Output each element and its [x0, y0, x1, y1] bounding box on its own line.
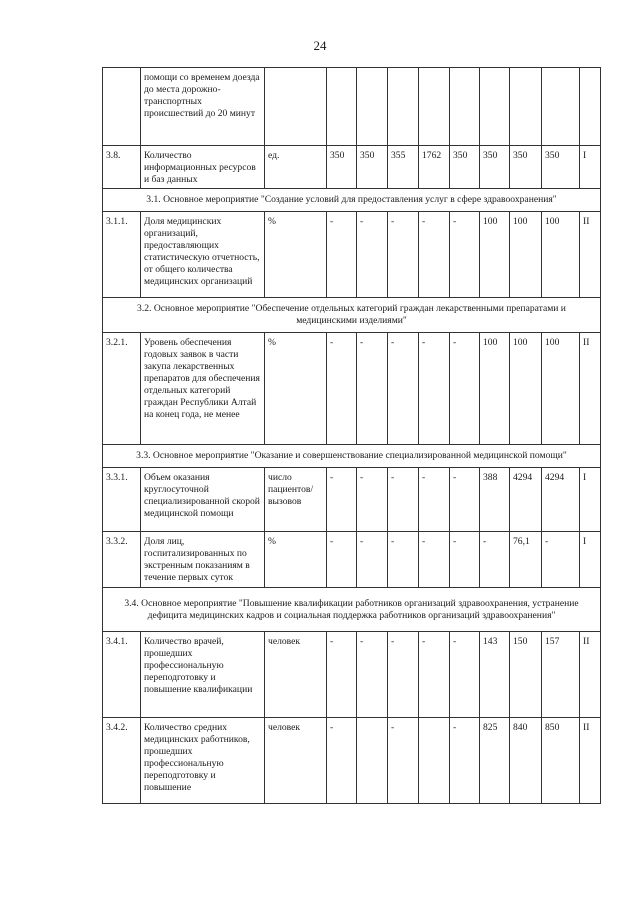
- indicator-name: Объем оказания круглосуточной специализированной скорой медицинской помощи: [141, 468, 265, 532]
- indicator-value: 850: [542, 718, 580, 804]
- table-row: [103, 468, 601, 532]
- indicator-value: 825: [480, 718, 510, 804]
- indicator-number: 3.8.: [103, 146, 141, 189]
- indicator-value: -: [450, 468, 480, 532]
- indicator-value: 100: [542, 333, 580, 445]
- indicator-value: -: [327, 333, 357, 445]
- indicator-value: 100: [480, 333, 510, 445]
- indicator-unit: %: [265, 212, 327, 298]
- indicator-value: -: [357, 532, 388, 588]
- indicator-value: -: [388, 632, 419, 718]
- indicator-value: -: [542, 532, 580, 588]
- indicator-value: -: [327, 718, 357, 804]
- indicator-value: -: [419, 632, 450, 718]
- indicator-unit: человек: [265, 718, 327, 804]
- section-title: 3.2. Основное мероприятие "Обеспечение отдельных категорий граждан лекарственными препаратами и медицинскими изделиями": [103, 298, 601, 333]
- indicator-value: -: [357, 333, 388, 445]
- indicator-value: 150: [510, 632, 542, 718]
- indicator-value: -: [357, 632, 388, 718]
- indicator-value: -: [357, 212, 388, 298]
- indicator-value: 355: [388, 146, 419, 189]
- indicator-value: -: [327, 632, 357, 718]
- indicator-value: -: [419, 333, 450, 445]
- table-row: [103, 212, 601, 298]
- indicator-value: [327, 68, 357, 146]
- indicator-value: -: [419, 532, 450, 588]
- indicator-value: 157: [542, 632, 580, 718]
- indicator-value: 350: [327, 146, 357, 189]
- indicator-value: 100: [510, 212, 542, 298]
- indicator-value: -: [327, 212, 357, 298]
- indicator-unit: [265, 68, 327, 146]
- indicator-value: [542, 68, 580, 146]
- indicator-value: 4294: [542, 468, 580, 532]
- indicators-table: [102, 67, 601, 804]
- indicator-value: 143: [480, 632, 510, 718]
- indicator-value: [419, 68, 450, 146]
- indicator-value: -: [357, 468, 388, 532]
- indicator-value: 350: [542, 146, 580, 189]
- table-row: [103, 68, 601, 146]
- indicator-unit: %: [265, 333, 327, 445]
- indicator-value: -: [450, 718, 480, 804]
- indicator-value: [388, 68, 419, 146]
- section-row: [103, 445, 601, 468]
- indicator-value: 350: [357, 146, 388, 189]
- indicator-level: II: [580, 212, 601, 298]
- indicator-value: 388: [480, 468, 510, 532]
- indicator-value: 1762: [419, 146, 450, 189]
- indicator-unit: ед.: [265, 146, 327, 189]
- section-title: 3.4. Основное мероприятие "Повышение квалификации работников организаций здравоохранения, устранение дефицита медицинских кадров и социальная поддержка работников организаций здравоохранения": [103, 588, 601, 632]
- section-title: 3.3. Основное мероприятие "Оказание и совершенствование специализированной медицинской помощи": [103, 445, 601, 468]
- indicator-name: Количество средних медицинских работников, прошедших профессиональную переподготовку и повышение: [141, 718, 265, 804]
- indicator-level: I: [580, 532, 601, 588]
- indicator-name: Доля медицинских организаций, предоставляющих статистическую отчетность, от общего количества медицинских организаций: [141, 212, 265, 298]
- indicator-value: [510, 68, 542, 146]
- section-row: [103, 189, 601, 212]
- table-row: [103, 532, 601, 588]
- indicator-value: -: [450, 632, 480, 718]
- section-row: [103, 588, 601, 632]
- indicator-value: [357, 718, 388, 804]
- indicator-value: -: [388, 212, 419, 298]
- indicator-value: [357, 68, 388, 146]
- indicator-unit: число пациентов/ вызовов: [265, 468, 327, 532]
- indicator-value: -: [450, 333, 480, 445]
- indicator-number: 3.3.1.: [103, 468, 141, 532]
- indicator-value: -: [388, 468, 419, 532]
- page-number: 24: [313, 38, 327, 53]
- indicator-value: -: [450, 532, 480, 588]
- indicator-level: I: [580, 146, 601, 189]
- indicator-value: 350: [450, 146, 480, 189]
- indicator-value: 76,1: [510, 532, 542, 588]
- indicator-level: [580, 68, 601, 146]
- section-title: 3.1. Основное мероприятие "Создание условий для предоставления услуг в сфере здравоохранения": [103, 189, 601, 212]
- indicator-value: -: [327, 532, 357, 588]
- indicator-number: 3.3.2.: [103, 532, 141, 588]
- indicator-unit: человек: [265, 632, 327, 718]
- indicator-name: Количество врачей, прошедших профессиональную переподготовку и повышение квалификации: [141, 632, 265, 718]
- indicator-number: 3.1.1.: [103, 212, 141, 298]
- indicator-value: -: [388, 532, 419, 588]
- indicator-name: Количество информационных ресурсов и баз данных: [141, 146, 265, 189]
- indicator-value: 100: [480, 212, 510, 298]
- indicator-value: 840: [510, 718, 542, 804]
- indicator-level: II: [580, 632, 601, 718]
- indicator-value: 4294: [510, 468, 542, 532]
- indicator-value: [419, 718, 450, 804]
- table-row: [103, 718, 601, 804]
- indicator-name: помощи со временем доезда до места дорожно-транспортных происшествий до 20 минут: [141, 68, 265, 146]
- indicator-value: -: [419, 212, 450, 298]
- indicator-value: -: [327, 468, 357, 532]
- indicator-value: -: [480, 532, 510, 588]
- indicator-unit: %: [265, 532, 327, 588]
- indicator-value: -: [388, 718, 419, 804]
- indicator-level: I: [580, 468, 601, 532]
- indicator-number: 3.2.1.: [103, 333, 141, 445]
- indicator-value: -: [388, 333, 419, 445]
- indicator-value: -: [419, 468, 450, 532]
- indicator-level: II: [580, 333, 601, 445]
- section-row: [103, 298, 601, 333]
- table-row: [103, 333, 601, 445]
- indicator-name: Доля лиц, госпитализированных по экстренным показаниям в течение первых суток: [141, 532, 265, 588]
- table-row: [103, 632, 601, 718]
- table-row: [103, 146, 601, 189]
- indicator-value: 350: [510, 146, 542, 189]
- indicator-value: [480, 68, 510, 146]
- indicator-number: 3.4.2.: [103, 718, 141, 804]
- indicator-number: 3.4.1.: [103, 632, 141, 718]
- indicator-value: 100: [510, 333, 542, 445]
- indicator-number: [103, 68, 141, 146]
- indicator-level: II: [580, 718, 601, 804]
- indicator-value: [450, 68, 480, 146]
- indicator-value: -: [450, 212, 480, 298]
- indicator-value: 100: [542, 212, 580, 298]
- indicator-value: 350: [480, 146, 510, 189]
- indicator-name: Уровень обеспечения годовых заявок в части закупа лекарственных препаратов для обеспечения отдельных категорий граждан Республики Алтай на конец года, не менее: [141, 333, 265, 445]
